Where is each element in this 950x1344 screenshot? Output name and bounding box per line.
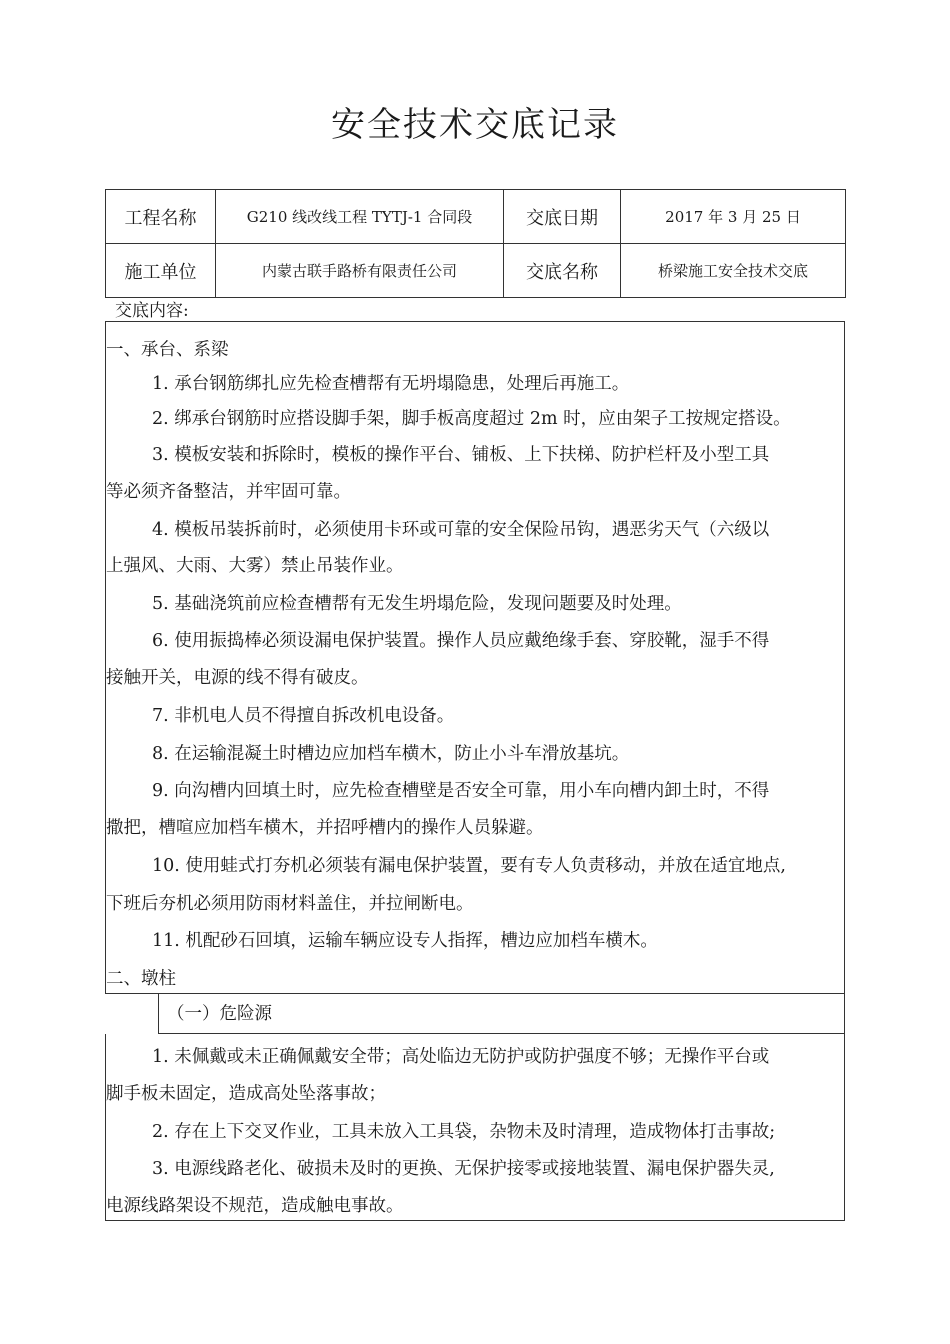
list-item-continued: 等必须齐备整洁，并牢固可靠。 <box>106 482 351 502</box>
table-row <box>106 190 846 244</box>
list-item: 10. 使用蛙式打夯机必须装有漏电保护装置，要有专人负责移动，并放在适宜地点, <box>152 856 786 876</box>
table-row <box>106 244 846 298</box>
briefing-name-label: 交底名称 <box>504 244 621 298</box>
construction-unit-value: 内蒙古联手路桥有限责任公司 <box>216 244 504 298</box>
list-item-continued: 电源线路架设不规范，造成触电事故。 <box>106 1196 404 1216</box>
page-title: 安全技术交底记录 <box>331 105 619 145</box>
section-heading: 二、墩柱 <box>106 969 176 989</box>
list-item: 1. 承台钢筋绑扎应先检查槽帮有无坍塌隐患，处理后再施工。 <box>152 374 630 394</box>
list-item-continued: 脚手板未固定，造成高处坠落事故； <box>106 1084 386 1104</box>
briefing-date-value: 2017 年 3 月 25 日 <box>621 190 846 244</box>
briefing-date-label: 交底日期 <box>504 190 621 244</box>
project-name-value: G210 线改线工程 TYTJ-1 合同段 <box>216 190 504 244</box>
construction-unit-label: 施工单位 <box>106 244 216 298</box>
list-item-continued: 撒把，槽喧应加档车横木，并招呼槽内的操作人员躲避。 <box>106 818 544 838</box>
list-item: 2. 绑承台钢筋时应搭设脚手架，脚手板高度超过 2m 时，应由架子工按规定搭设。 <box>152 409 791 429</box>
list-item: 8. 在运输混凝土时槽边应加档车横木，防止小斗车滑放基坑。 <box>152 744 630 764</box>
list-item: 3. 模板安装和拆除时，模板的操作平台、铺板、上下扶梯、防护栏杆及小型工具 <box>152 445 770 465</box>
project-name-label: 工程名称 <box>106 190 216 244</box>
list-item: 7. 非机电人员不得擅自拆改机电设备。 <box>152 706 455 726</box>
list-item: 3. 电源线路老化、破损未及时的更换、无保护接零或接地装置、漏电保护器失灵, <box>152 1159 775 1179</box>
project-info-table <box>105 189 846 298</box>
list-item-continued: 接触开关，电源的线不得有破皮。 <box>106 668 369 688</box>
briefing-name-value: 桥梁施工安全技术交底 <box>621 244 846 298</box>
list-item: 2. 存在上下交叉作业，工具未放入工具袋，杂物未及时清理，造成物体打击事故; <box>152 1122 776 1142</box>
list-item: 9. 向沟槽内回填土时，应先检查槽壁是否安全可靠，用小车向槽内卸土时，不得 <box>152 781 770 801</box>
section-heading: 一、承台、系梁 <box>106 340 229 360</box>
hazard-list <box>105 1034 845 1221</box>
briefing-content <box>105 321 845 994</box>
hazard-source-header <box>158 994 845 1034</box>
list-item: 6. 使用振捣棒必须设漏电保护装置。操作人员应戴绝缘手套、穿胶靴，湿手不得 <box>152 631 770 651</box>
list-item: 4. 模板吊装拆前时，必须使用卡环或可靠的安全保险吊钩，遇恶劣天气（六级以 <box>152 520 770 540</box>
list-item-continued: 上强风、大雨、大雾）禁止吊装作业。 <box>106 556 404 576</box>
list-item: 11. 机配砂石回填，运输车辆应设专人指挥，槽边应加档车横木。 <box>152 931 658 951</box>
sub-heading: （一）危险源 <box>167 1004 272 1024</box>
list-item-continued: 下班后夯机必须用防雨材料盖住，并拉闸断电。 <box>106 894 474 914</box>
list-item: 1. 未佩戴或未正确佩戴安全带；高处临边无防护或防护强度不够；无操作平台或 <box>152 1047 770 1067</box>
list-item: 5. 基础浇筑前应检查槽帮有无发生坍塌危险，发现问题要及时处理。 <box>152 594 682 614</box>
content-label: 交底内容: <box>115 301 189 321</box>
